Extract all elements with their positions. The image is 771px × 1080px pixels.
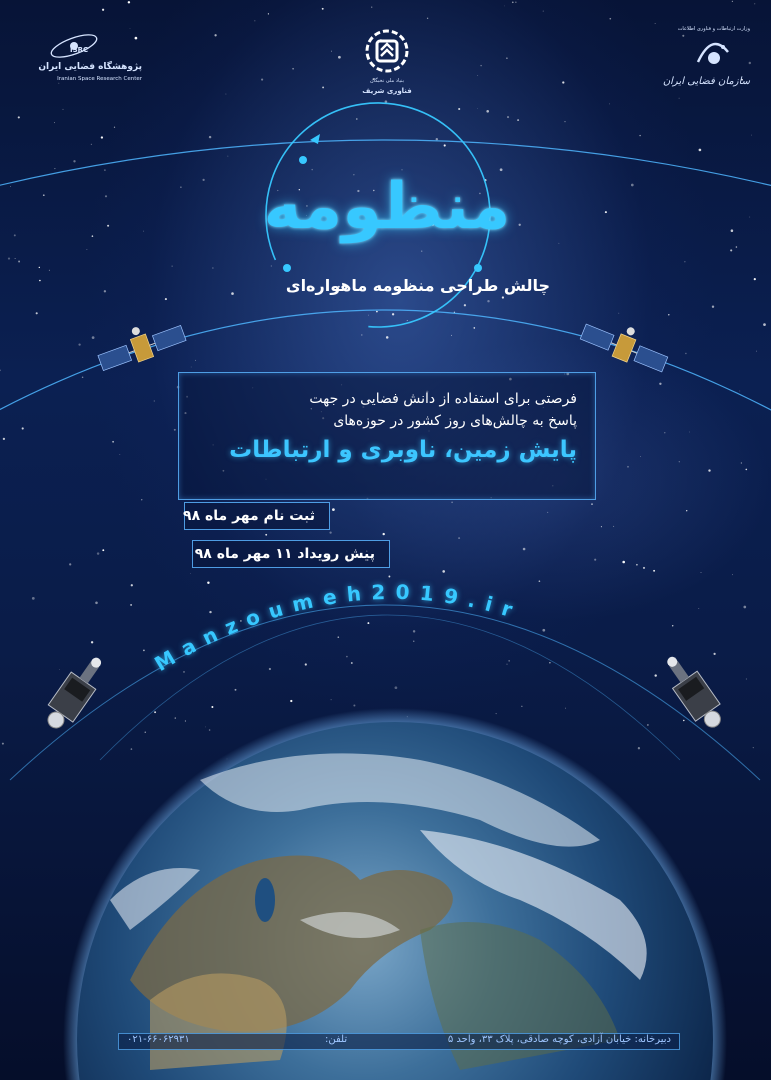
star <box>18 116 20 118</box>
star <box>477 108 478 109</box>
isa-emblem-icon <box>692 38 732 72</box>
star <box>685 353 686 354</box>
star <box>618 313 619 314</box>
star <box>547 512 548 513</box>
star <box>745 469 747 471</box>
star <box>172 266 173 267</box>
isrc-logo <box>30 32 142 88</box>
star <box>205 727 206 728</box>
website-text[interactable]: Manzoumeh2019.ir <box>150 579 525 677</box>
star <box>388 576 390 578</box>
star <box>451 335 452 336</box>
star <box>225 94 226 95</box>
star <box>699 149 702 152</box>
star <box>73 160 75 162</box>
star <box>698 608 699 609</box>
star <box>91 641 93 643</box>
star <box>504 6 505 7</box>
star <box>631 184 634 187</box>
star <box>63 109 64 110</box>
star <box>436 138 438 140</box>
star <box>54 168 55 169</box>
star <box>609 18 611 20</box>
star <box>105 195 107 197</box>
star <box>268 13 269 14</box>
star <box>322 86 324 88</box>
star <box>130 604 132 606</box>
star <box>10 186 11 187</box>
star <box>371 7 372 8</box>
star <box>605 211 607 213</box>
star <box>209 136 211 138</box>
star <box>261 79 263 81</box>
star <box>95 602 98 605</box>
star <box>413 641 414 642</box>
star <box>114 127 115 128</box>
star <box>559 243 560 244</box>
sharif-logo <box>354 28 420 104</box>
star <box>609 103 610 104</box>
star <box>496 713 497 714</box>
star <box>451 501 453 503</box>
star <box>209 729 211 731</box>
star <box>506 664 507 665</box>
info-line-1: فرصتی برای استفاده از دانش فضایی در جهت <box>309 391 577 407</box>
star <box>92 235 94 237</box>
info-highlight: پایش زمین، ناوبری و ارتباطات <box>229 437 577 463</box>
star <box>305 663 307 665</box>
star <box>18 261 20 263</box>
star <box>754 3 755 4</box>
star <box>86 249 87 250</box>
star <box>39 280 41 282</box>
star <box>143 231 144 232</box>
star <box>507 116 509 118</box>
star <box>191 367 192 368</box>
star <box>175 717 176 718</box>
star <box>565 708 566 709</box>
star <box>480 65 481 66</box>
star <box>43 194 45 196</box>
star <box>0 370 1 372</box>
star <box>562 81 564 83</box>
star <box>565 121 566 122</box>
footer-phone-label: تلفن: <box>325 1034 348 1045</box>
star <box>731 229 734 232</box>
star <box>517 119 519 121</box>
star <box>601 526 602 527</box>
star <box>180 186 181 187</box>
isa-logo <box>662 26 750 98</box>
star <box>112 441 114 443</box>
star <box>622 561 625 564</box>
star <box>14 234 16 236</box>
star <box>361 334 362 335</box>
star <box>338 56 341 59</box>
star <box>338 636 340 638</box>
earth <box>63 708 727 1080</box>
star <box>154 400 155 401</box>
star <box>689 432 690 433</box>
star <box>539 580 541 582</box>
sharif-emblem-icon <box>364 28 410 74</box>
star <box>712 305 714 307</box>
star <box>640 456 641 457</box>
star <box>290 700 292 702</box>
star <box>322 8 324 10</box>
star <box>214 34 216 36</box>
star <box>22 427 24 429</box>
star <box>659 383 661 385</box>
star <box>185 720 186 721</box>
star <box>8 258 10 260</box>
isrc-name-en: Iranian Space Research Center <box>57 76 142 82</box>
star <box>331 51 332 52</box>
pre-event-date-badge: پیش رویداد ۱۱ مهر ماه ۹۸ <box>192 540 390 568</box>
star <box>211 706 213 708</box>
star <box>395 686 398 689</box>
star <box>732 574 733 575</box>
star <box>329 531 331 533</box>
star <box>3 438 5 440</box>
star <box>421 251 422 252</box>
star <box>664 432 665 433</box>
star <box>613 526 614 527</box>
star <box>756 351 757 352</box>
star <box>708 469 710 471</box>
star <box>101 136 103 138</box>
star <box>746 678 747 679</box>
star <box>331 699 332 700</box>
star <box>165 298 167 300</box>
star <box>376 311 378 313</box>
star <box>92 336 95 339</box>
star <box>78 343 80 345</box>
star <box>353 704 355 706</box>
star <box>351 662 353 664</box>
star <box>228 156 229 157</box>
star <box>473 327 475 329</box>
star <box>32 597 35 600</box>
satellite-icon-right-lower <box>650 648 742 740</box>
star <box>128 1 130 3</box>
star <box>212 267 213 268</box>
star <box>515 2 516 3</box>
star <box>407 320 408 321</box>
star <box>332 508 335 511</box>
star <box>36 312 38 314</box>
star <box>753 747 754 748</box>
isa-name-fa: سازمان فضایی ایران <box>662 76 750 87</box>
star <box>754 278 756 280</box>
star <box>639 135 640 136</box>
star <box>427 18 428 19</box>
star <box>195 360 196 361</box>
star <box>392 313 394 315</box>
star <box>477 75 478 76</box>
poster-subtitle: چالش طراحی منظومه ماهواره‌ای <box>285 276 550 295</box>
star <box>240 620 242 622</box>
star <box>672 625 673 626</box>
star <box>741 462 742 463</box>
star <box>458 108 460 110</box>
star <box>141 499 142 500</box>
star <box>104 290 106 292</box>
star <box>549 662 550 663</box>
star <box>265 534 267 536</box>
star <box>464 304 466 306</box>
star <box>638 747 640 749</box>
star <box>102 549 104 551</box>
star <box>594 559 596 561</box>
info-line-2: پاسخ به چالش‌های روز کشور در حوزه‌های <box>333 413 577 429</box>
star <box>749 217 750 218</box>
star <box>271 266 272 267</box>
star <box>69 563 71 565</box>
star <box>684 261 685 262</box>
star <box>636 564 638 566</box>
registration-date-badge: ثبت نام مهر ماه ۹۸ <box>184 502 330 530</box>
star <box>413 630 415 632</box>
star <box>521 706 522 707</box>
star <box>367 622 369 624</box>
star <box>763 323 766 326</box>
star <box>102 9 104 11</box>
star <box>207 581 209 583</box>
star <box>154 711 156 713</box>
star <box>743 606 746 609</box>
star <box>356 118 358 120</box>
star <box>183 671 185 673</box>
star <box>643 567 645 569</box>
star <box>591 503 593 505</box>
star <box>679 461 680 462</box>
footer-phone[interactable]: ۰۲۱-۶۶۰۶۲۹۳۱ <box>127 1034 190 1045</box>
star <box>130 28 131 29</box>
star <box>458 537 460 539</box>
star <box>653 570 655 572</box>
star <box>386 336 389 339</box>
satellite-icon-right-upper <box>578 318 670 378</box>
star <box>442 570 445 573</box>
sharif-caption-bottom: فناوری شریف <box>362 87 412 95</box>
star <box>543 11 544 12</box>
star <box>346 656 348 658</box>
info-box <box>178 372 596 500</box>
star <box>97 552 99 554</box>
star <box>506 57 508 59</box>
footer-address: دبیرخانه: خیابان آزادی، کوچه صادقی، پلاک ۳۳، واحد ۵ <box>447 1034 671 1045</box>
star <box>54 122 55 123</box>
footer-bar <box>118 1033 680 1050</box>
star <box>368 315 369 316</box>
star <box>647 724 648 725</box>
isa-caption-top: وزارت ارتباطات و فناوری اطلاعات <box>677 26 750 32</box>
star <box>15 258 16 259</box>
star <box>131 748 133 750</box>
star <box>502 296 504 298</box>
star <box>119 454 120 455</box>
star <box>104 169 106 171</box>
star <box>487 300 489 302</box>
star <box>255 21 256 22</box>
star <box>2 743 4 745</box>
star <box>512 1 514 3</box>
sharif-caption-top: بنیاد ملی نخبگان <box>370 78 404 84</box>
poster-title: منظومه <box>263 170 511 244</box>
star <box>730 249 732 251</box>
star <box>655 23 656 24</box>
star <box>736 246 738 248</box>
satellite-icon-left-upper <box>96 318 188 378</box>
star <box>444 144 446 146</box>
star <box>523 548 526 551</box>
star <box>509 660 510 661</box>
star <box>739 391 740 392</box>
star <box>82 377 84 379</box>
star <box>145 732 146 733</box>
star <box>383 533 385 535</box>
star <box>209 611 211 613</box>
star <box>235 689 237 691</box>
star <box>143 650 145 652</box>
star <box>107 225 109 227</box>
star <box>627 466 629 468</box>
star <box>190 573 191 574</box>
star <box>701 572 702 573</box>
star <box>292 68 294 70</box>
star <box>751 135 752 136</box>
star <box>39 267 40 268</box>
star <box>486 110 489 113</box>
star <box>269 668 271 670</box>
star <box>668 314 669 315</box>
star <box>131 584 133 586</box>
star <box>202 179 204 181</box>
star <box>542 629 545 632</box>
isrc-name-fa: پژوهشگاه فضایی ایران <box>38 62 142 72</box>
star <box>732 1 733 2</box>
isrc-abbr: ISRC <box>70 46 89 54</box>
star <box>91 144 92 145</box>
star <box>49 270 50 271</box>
star <box>686 510 687 511</box>
satellite-icon-left-lower <box>28 650 120 742</box>
star <box>174 429 176 431</box>
star <box>231 292 234 295</box>
